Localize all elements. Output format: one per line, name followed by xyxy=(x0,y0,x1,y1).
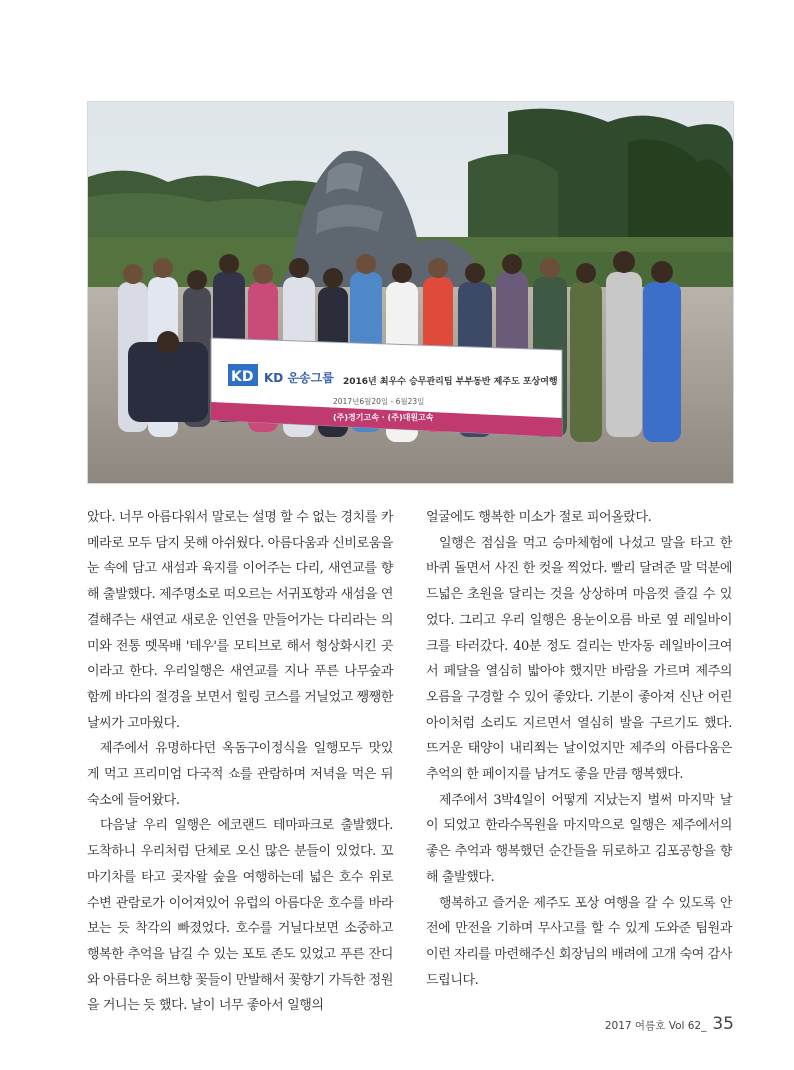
left-paragraph-3: 다음날 우리 일행은 에코랜드 테마파크로 출발했다. 도착하니 우리처럼 단체로 오신 많은 분들이 있었다. 꼬마기차를 타고 곶자왈 숲을 여행하는데 넓은 호수 위로 수변 관람로가 이어져있어 유럽의 아름다운 호수를 바라보는 듯 착각의 빠졌었다. 호수를 거닐다보면 소중하고 행복한 추억을 남길 수 있는 포토 존도 있었고 푸른 잔디와 아름다운 허브향 꽃들이 만발해서 꽃향기 가득한 정원을 거니는 듯 했다. 날이 너무 좋아서 일행의 xyxy=(87,818,393,1014)
left-column xyxy=(87,505,393,1019)
group-banner xyxy=(211,338,562,437)
left-paragraph-1: 았다. 너무 아름다워서 말로는 설명 할 수 없는 경치를 카메라로 모두 담지 못해 아쉬웠다. 아름다움과 신비로움을 눈 속에 담고 새섬과 육지를 이어주는 다리, 새연교를 향해 출발했다. 제주명소로 떠오르는 서귀포항과 새섬을 연결해주는 새연교 새로운 인연을 만들어가는 다리라는 의미와 전통 뗏목배 '테우'를 모티브로 해서 형상화시킨 곳이라고 한다. 우리일행은 새연교를 지나 푸른 나무숲과 함께 바다의 절경을 보면서 힐링 코스를 거닐었고 쨍쨍한 날씨가 고마웠다. xyxy=(87,510,393,731)
banner-title: 2016년 최우수 승무관리팀 부부동반 제주도 포상여행 xyxy=(343,377,558,387)
right-paragraph-1: 얼굴에도 행복한 미소가 절로 피어올랐다. xyxy=(426,510,652,525)
page-footer xyxy=(605,1014,734,1034)
right-paragraph-3: 제주에서 3박4일이 어떻게 지났는지 벌써 마지막 날이 되었고 한라수목원을 마지막으로 일행은 제주에서의 좋은 추억과 행복했던 순간들을 뒤로하고 김포공항을 향해 출발했다. xyxy=(426,792,732,885)
page-number: 35 xyxy=(712,1014,734,1034)
banner-date: 2017년6월20일 - 6월23일 xyxy=(333,397,425,406)
group-photo xyxy=(87,101,734,484)
banner-logo: KD xyxy=(231,369,254,385)
right-paragraph-2: 일행은 점심을 먹고 승마체험에 나섰고 말을 타고 한 바퀴 돌면서 사진 한 컷을 찍었다. 빨리 달려준 말 덕분에 드넓은 초원을 달리는 것을 상상하며 마음껏 즐길 수 있었다. 그리고 우리 일행은 용눈이오름 바로 옆 레일바이크를 타러갔다. 40분 정도 걸리는 반자동 레일바이크여서 페달을 열심히 밟아야 했지만 바람을 가르며 제주의 오름을 구경할 수 있어 좋았다. 기분이 좋아져 신난 어린아이처럼 소리도 지르면서 열심히 발을 구르기도 했다. 뜨거운 태양이 내리쬐는 날이었지만 제주의 아름다움은 추억의 한 페이지를 남겨도 좋을 만큼 행복했다. xyxy=(426,535,732,783)
banner-group: KD 운송그룹 xyxy=(264,371,334,385)
banner-companies: (주)경기고속 · (주)대원고속 xyxy=(333,413,434,422)
left-paragraph-2: 제주에서 유명하다던 옥돔구이정식을 일행모두 맛있게 먹고 프리미엄 다국적 쇼를 관람하며 저녁을 먹은 뒤 숙소에 들어왔다. xyxy=(87,741,393,808)
right-paragraph-4: 행복하고 즐거운 제주도 포상 여행을 갈 수 있도록 안전에 만전을 기하며 무사고를 할 수 있게 도와준 팀원과 이런 자리를 마련해주신 회장님의 배려에 고개 숙여 감사드립니다. xyxy=(426,895,732,988)
issue-label: 2017 여름호 Vol 62_ xyxy=(604,1020,707,1032)
right-column xyxy=(426,505,732,993)
